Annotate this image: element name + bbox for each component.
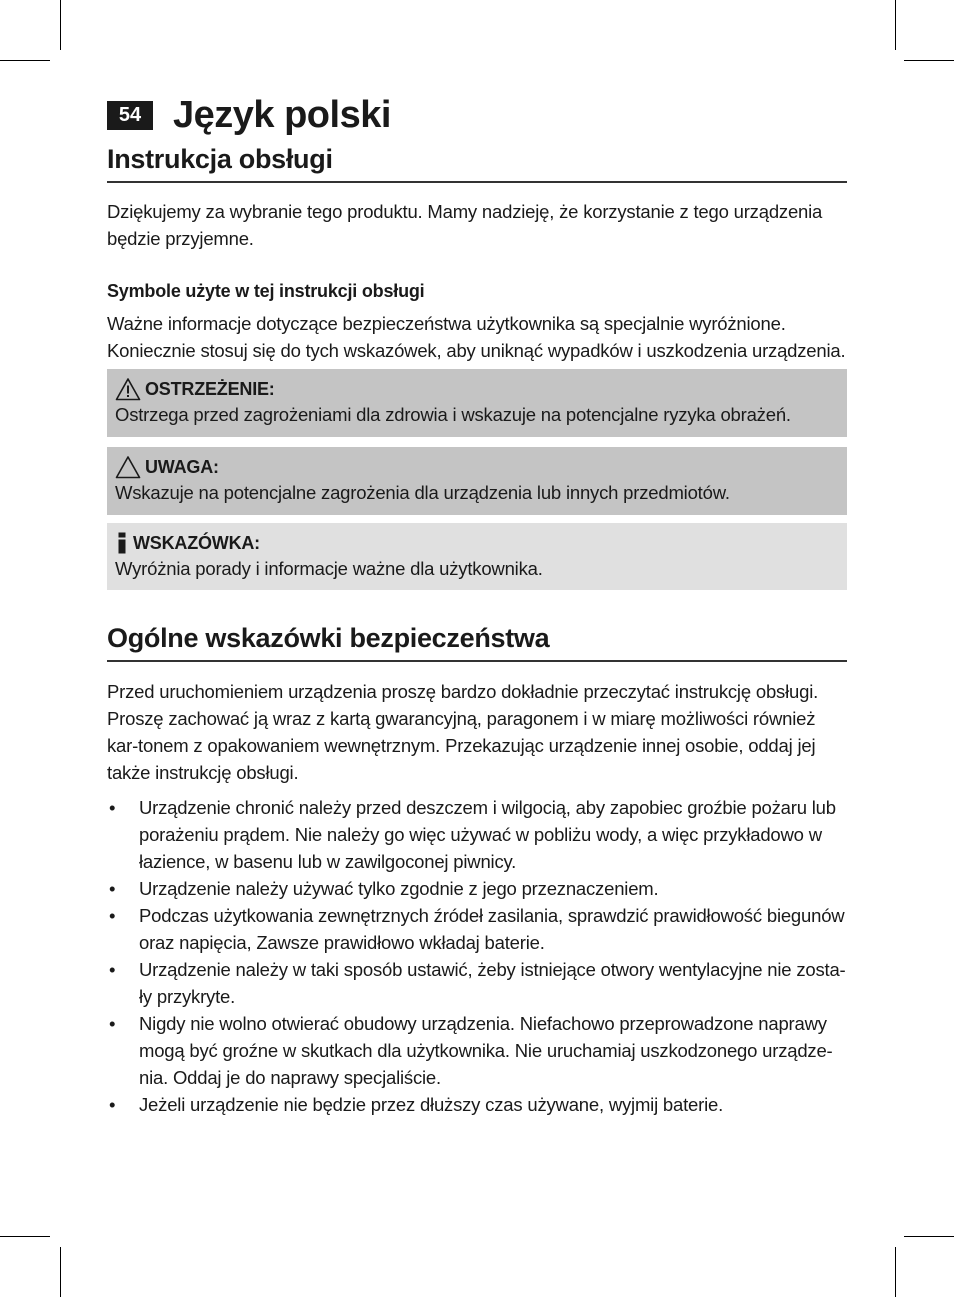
info-icon (115, 531, 129, 555)
warning-label: OSTRZEŻENIE: (145, 378, 275, 399)
caution-label: UWAGA: (145, 456, 219, 477)
bullet-icon: • (109, 797, 116, 818)
bullet-icon: • (109, 905, 116, 926)
list-item (107, 902, 849, 956)
crop-mark (0, 1236, 50, 1237)
crop-mark (60, 0, 61, 50)
bullet-icon: • (109, 878, 116, 899)
symbols-paragraph: Ważne informacje dotyczące bezpieczeństwa użytkownika są specjalnie wyróżnione. Koniecznie stosuj się do tych wskazówek, aby uniknąć wypadków i uszkodzenia urządzenia. (107, 313, 846, 361)
list-item (107, 794, 849, 875)
safety-intro-paragraph: Przed uruchomieniem urządzenia proszę bardzo dokładnie przeczytać instrukcję obsługi. Proszę zachować ją wraz z kartą gwarancyjną, paragonem i w miarę możliwości również kar-tonem z opakowaniem wewnętrznym. Przekazując urządzenie innej osobie, oddaj jej także instrukcję obsługi. (107, 681, 819, 783)
list-item (107, 1091, 849, 1118)
list-item (107, 875, 849, 902)
language-title: Język polski (173, 94, 391, 136)
crop-mark (895, 0, 896, 50)
crop-mark (904, 1236, 954, 1237)
safety-bullet-list (107, 794, 849, 1118)
warning-triangle-icon (115, 377, 141, 401)
page-number: 54 (107, 101, 153, 130)
note-box (107, 523, 847, 590)
bullet-icon: • (109, 959, 116, 980)
crop-mark (904, 60, 954, 61)
caution-text: Wskazuje na potencjalne zagrożenia dla urządzenia lub innych przedmiotów. (115, 482, 730, 503)
page-header (107, 94, 391, 137)
bullet-icon: • (109, 1013, 116, 1034)
bullet-text: Urządzenie chronić należy przed deszczem i wilgocią, aby zapobiec groźbie pożaru lub porażeniu prądem. Nie należy go więc używać w pobliżu wody, a więc przykładowo w łazience, w basenu lub w zawilgoconej piwnicy. (139, 797, 836, 872)
note-text: Wyróżnia porady i informacje ważne dla użytkownika. (115, 558, 543, 579)
bullet-icon: • (109, 1094, 116, 1115)
bullet-text: Urządzenie należy w taki sposób ustawić, żeby istniejące otwory wentylacyjne nie zosta-ły przykryte. (139, 959, 846, 1007)
crop-mark (0, 60, 50, 61)
symbols-heading: Symbole użyte w tej instrukcji obsługi (107, 281, 425, 301)
caution-triangle-icon (115, 455, 141, 479)
bullet-text: Jeżeli urządzenie nie będzie przez dłuższy czas używane, wyjmij baterie. (139, 1094, 724, 1115)
bullet-text: Urządzenie należy używać tylko zgodnie z jego przeznaczeniem. (139, 878, 659, 899)
bullet-text: Podczas użytkowania zewnętrznych źródeł zasilania, sprawdzić prawidłowość biegunów oraz napięcia, Zawsze prawidłowo wkładaj baterie. (139, 905, 845, 953)
list-item (107, 956, 849, 1010)
crop-mark (60, 1247, 61, 1297)
intro-paragraph: Dziękujemy za wybranie tego produktu. Mamy nadzieję, że korzystanie z tego urządzenia będzie przyjemne. (107, 201, 823, 249)
crop-mark (895, 1247, 896, 1297)
warning-text: Ostrzega przed zagrożeniami dla zdrowia i wskazuje na potencjalne ryzyka obrażeń. (115, 404, 791, 425)
section-title-instructions: Instrukcja obsługi (107, 144, 847, 183)
note-label: WSKAZÓWKA: (133, 532, 260, 553)
warning-box (107, 369, 847, 437)
caution-box (107, 447, 847, 515)
section-title-safety: Ogólne wskazówki bezpieczeństwa (107, 623, 847, 662)
list-item (107, 1010, 849, 1091)
bullet-text: Nigdy nie wolno otwierać obudowy urządzenia. Niefachowo przeprowadzone naprawy mogą być groźne w skutkach dla użytkownika. Nie uruchamiaj uszkodzonego urządze-nia. Oddaj je do naprawy specjaliście. (139, 1013, 833, 1088)
